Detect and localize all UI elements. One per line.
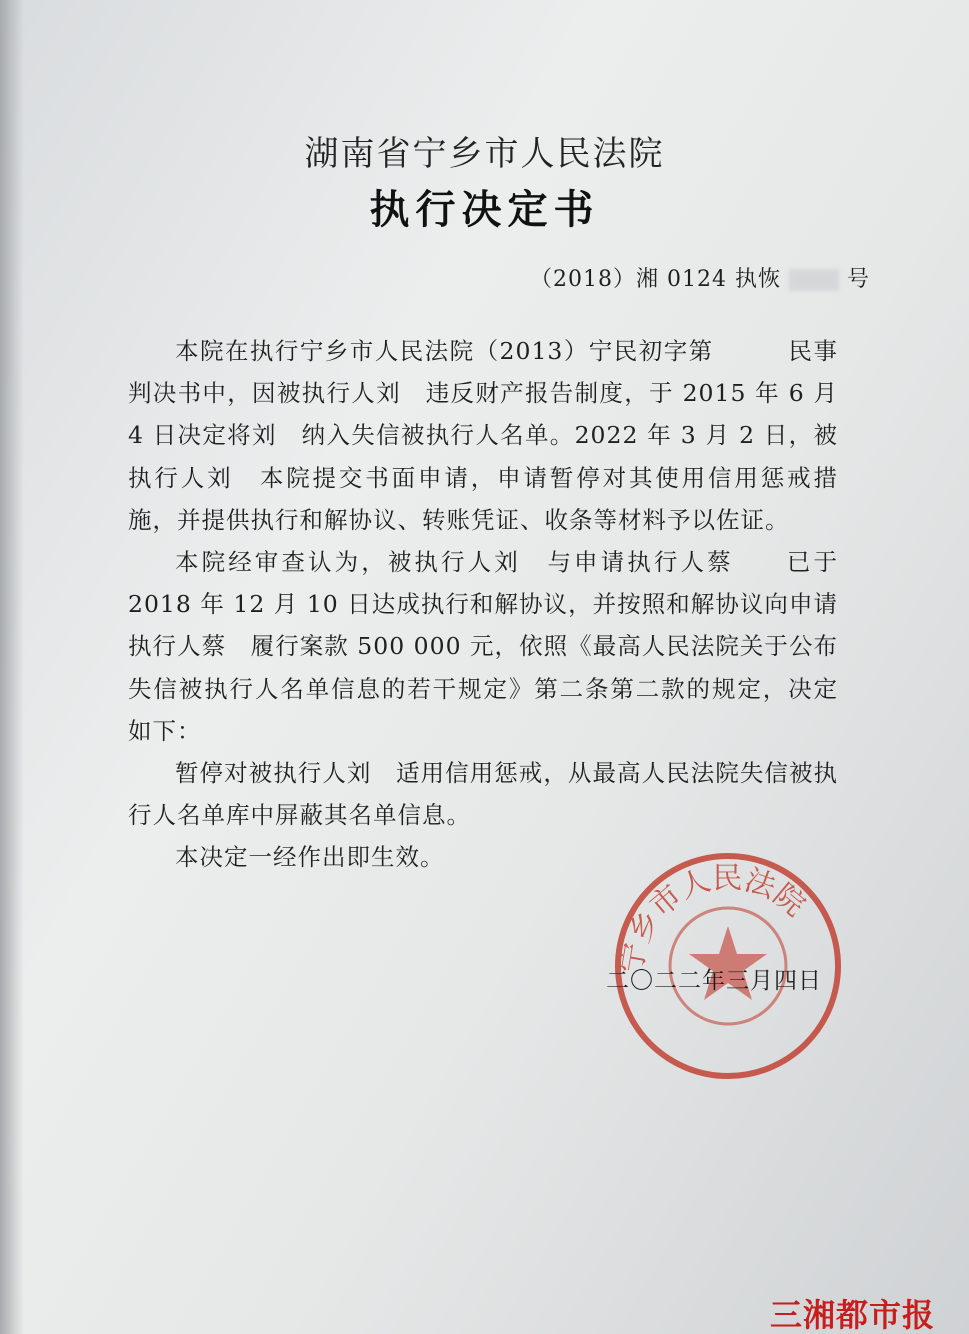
decision-date: 二〇二二年三月四日 — [606, 968, 822, 994]
paragraph-3: 暂停对被执行人刘 适用信用惩戒，从最高人民法院失信被执行人名单库中屏蔽其名单信息。 — [128, 759, 838, 830]
case-number-suffix: 号 — [846, 267, 870, 292]
redacted-block — [789, 269, 839, 291]
document-body — [128, 330, 838, 879]
paragraph-1: 本院在执行宁乡市人民法院（2013）宁民初字第 民事判决书中，因被执行人刘 违反财产报告制度，于 2015 年 6 月 4 日决定将刘 纳入失信被执行人名单。2022 年 3 月 2 日，被执行人刘 本院提交书面申请，申请暂停对其使用信用惩戒措施，并提供执行和解协议、转账凭证、收条等材料予以佐证。 — [128, 337, 838, 534]
newspaper-logo: 三湘都市报 — [770, 1296, 936, 1334]
paragraph-4: 本决定一经作出即生效。 — [175, 843, 445, 872]
document-title: 执行决定书 — [369, 186, 600, 233]
seal-text: 宁乡市人民法院 — [614, 860, 812, 976]
case-number-prefix: （2018）湘 0124 执恢 — [530, 267, 781, 292]
case-number — [530, 262, 870, 293]
court-name: 湖南省宁乡市人民法院 — [304, 134, 665, 174]
paragraph-2: 本院经审查认为，被执行人刘 与申请执行人蔡 已于 2018 年 12 月 10 日达成执行和解协议，并按照和解协议向申请执行人蔡 履行案款 500 000 元，依照《最高人民法院关于公布失信被执行人名单信息的若干规定》第二条第二款的规定，决定如下： — [128, 548, 838, 745]
